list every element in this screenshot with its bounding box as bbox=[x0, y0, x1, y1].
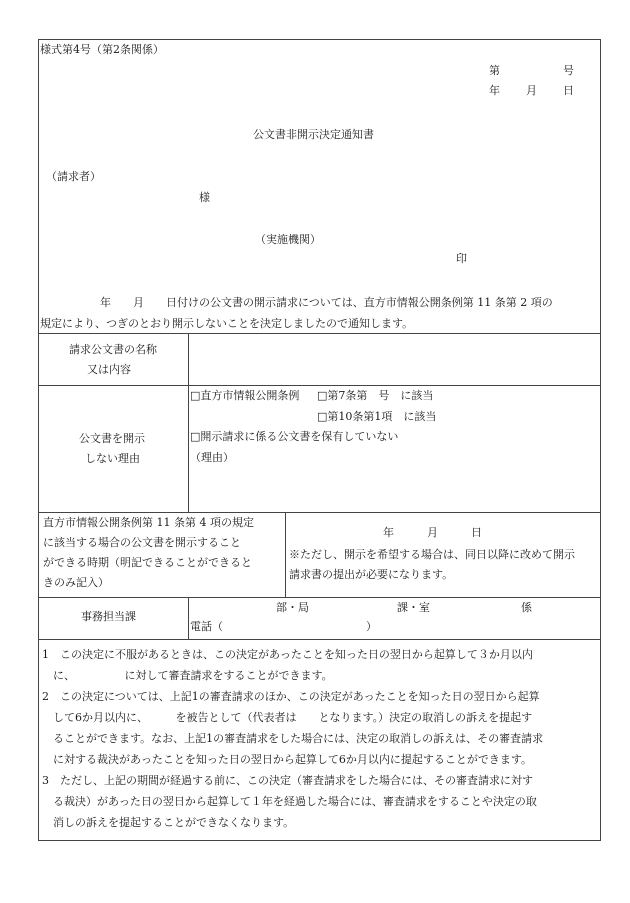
office-dept: 部・局 bbox=[276, 601, 309, 614]
doc-number-dai: 第 bbox=[489, 64, 500, 77]
note-1-line-1: 1 この決定に不服があるときは、この決定があったことを知った日の翌日から起算して３か月以内 bbox=[42, 648, 533, 661]
date-year: 年 bbox=[489, 84, 500, 97]
requester-label: （請求者） bbox=[46, 170, 101, 183]
row-divider-3 bbox=[38, 597, 600, 598]
note-1-line-2: に、 に対して審査請求をすることができます。 bbox=[53, 669, 333, 682]
period-note-line-2: 請求書の提出が必要になります。 bbox=[289, 568, 454, 581]
row-divider-1 bbox=[38, 385, 600, 386]
note-3-line-1: 3 ただし、上記の期間が経過する前に、この決定（審査請求をした場合には、その審査請求に対す bbox=[42, 774, 533, 787]
office-unit: 係 bbox=[521, 601, 532, 614]
reason-article7-checkbox[interactable]: □第7条第 号 に該当 bbox=[317, 389, 434, 402]
reason-not-held-checkbox[interactable]: □開示請求に係る公文書を保有していない bbox=[190, 430, 399, 443]
reason-label-line-1: 公文書を開示 bbox=[79, 432, 145, 445]
note-3-line-2: る裁決）があった日の翌日から起算して１年を経過した場合には、審査請求をすることや決定の取 bbox=[53, 795, 537, 808]
office-phone: 電話（ ） bbox=[190, 620, 377, 633]
intro-line-2: 規定により、つぎのとおり開示しないことを決定しましたので通知します。 bbox=[40, 317, 414, 330]
period-label-line-2: に該当する場合の公文書を開示すること bbox=[43, 536, 241, 549]
reason-note-label: （理由） bbox=[190, 451, 234, 464]
note-2-line-3: ることができます。なお、上記1の審査請求をした場合には、決定の取消しの訴えは、その審査請求 bbox=[53, 732, 544, 745]
table-top-border bbox=[38, 333, 600, 334]
name-label-line-1: 請求公文書の名称 bbox=[69, 343, 157, 356]
period-label-line-3: ができる時期（明記できることができると bbox=[43, 556, 252, 569]
row-divider-2 bbox=[38, 512, 600, 513]
date-day: 日 bbox=[563, 84, 574, 97]
reason-label-line-2: しない理由 bbox=[85, 452, 140, 465]
period-note-line-1: ※ただし、開示を希望する場合は、同日以降に改めて開示 bbox=[289, 548, 575, 561]
name-label-line-2: 又は内容 bbox=[87, 363, 131, 376]
reason-ordinance-checkbox[interactable]: □直方市情報公開条例 bbox=[190, 389, 300, 402]
intro-line-1: 年 月 日付けの公文書の開示請求については、直方市情報公開条例第 11 条第 2 項の bbox=[100, 296, 553, 309]
reason-article10-checkbox[interactable]: □第10条第1項 に該当 bbox=[317, 410, 437, 423]
document-title: 公文書非開示決定通知書 bbox=[253, 128, 374, 141]
date-month: 月 bbox=[526, 84, 537, 97]
column-divider-period bbox=[285, 512, 286, 597]
note-3-line-3: 消しの訴えを提起することができなくなります。 bbox=[53, 816, 295, 829]
seal-mark: 印 bbox=[456, 252, 467, 265]
column-divider-office bbox=[188, 597, 189, 639]
table-bottom-border bbox=[38, 639, 600, 640]
period-label-line-4: きのみ記入） bbox=[43, 576, 109, 589]
office-label: 事務担当課 bbox=[81, 610, 136, 623]
form-number: 様式第4号（第2条関係） bbox=[40, 43, 164, 56]
period-date: 年 月 日 bbox=[383, 526, 482, 539]
doc-number-go: 号 bbox=[563, 64, 574, 77]
column-divider-upper bbox=[188, 333, 189, 512]
note-2-line-4: に対する裁決があったことを知った日の翌日から起算して6か月以内に提起することができます。 bbox=[53, 753, 533, 766]
note-2-line-2: して6か月以内に、 を被告として（代表者は となります。）決定の取消しの訴えを提起す bbox=[53, 711, 533, 724]
agency-label: （実施機関） bbox=[255, 233, 321, 246]
office-section: 課・室 bbox=[397, 601, 430, 614]
period-label-line-1: 直方市情報公開条例第 11 条第 4 項の規定 bbox=[43, 516, 254, 529]
requester-sama: 様 bbox=[199, 191, 210, 204]
note-2-line-1: 2 この決定については、上記1の審査請求のほか、この決定があったことを知った日の翌日から起算 bbox=[42, 690, 540, 703]
